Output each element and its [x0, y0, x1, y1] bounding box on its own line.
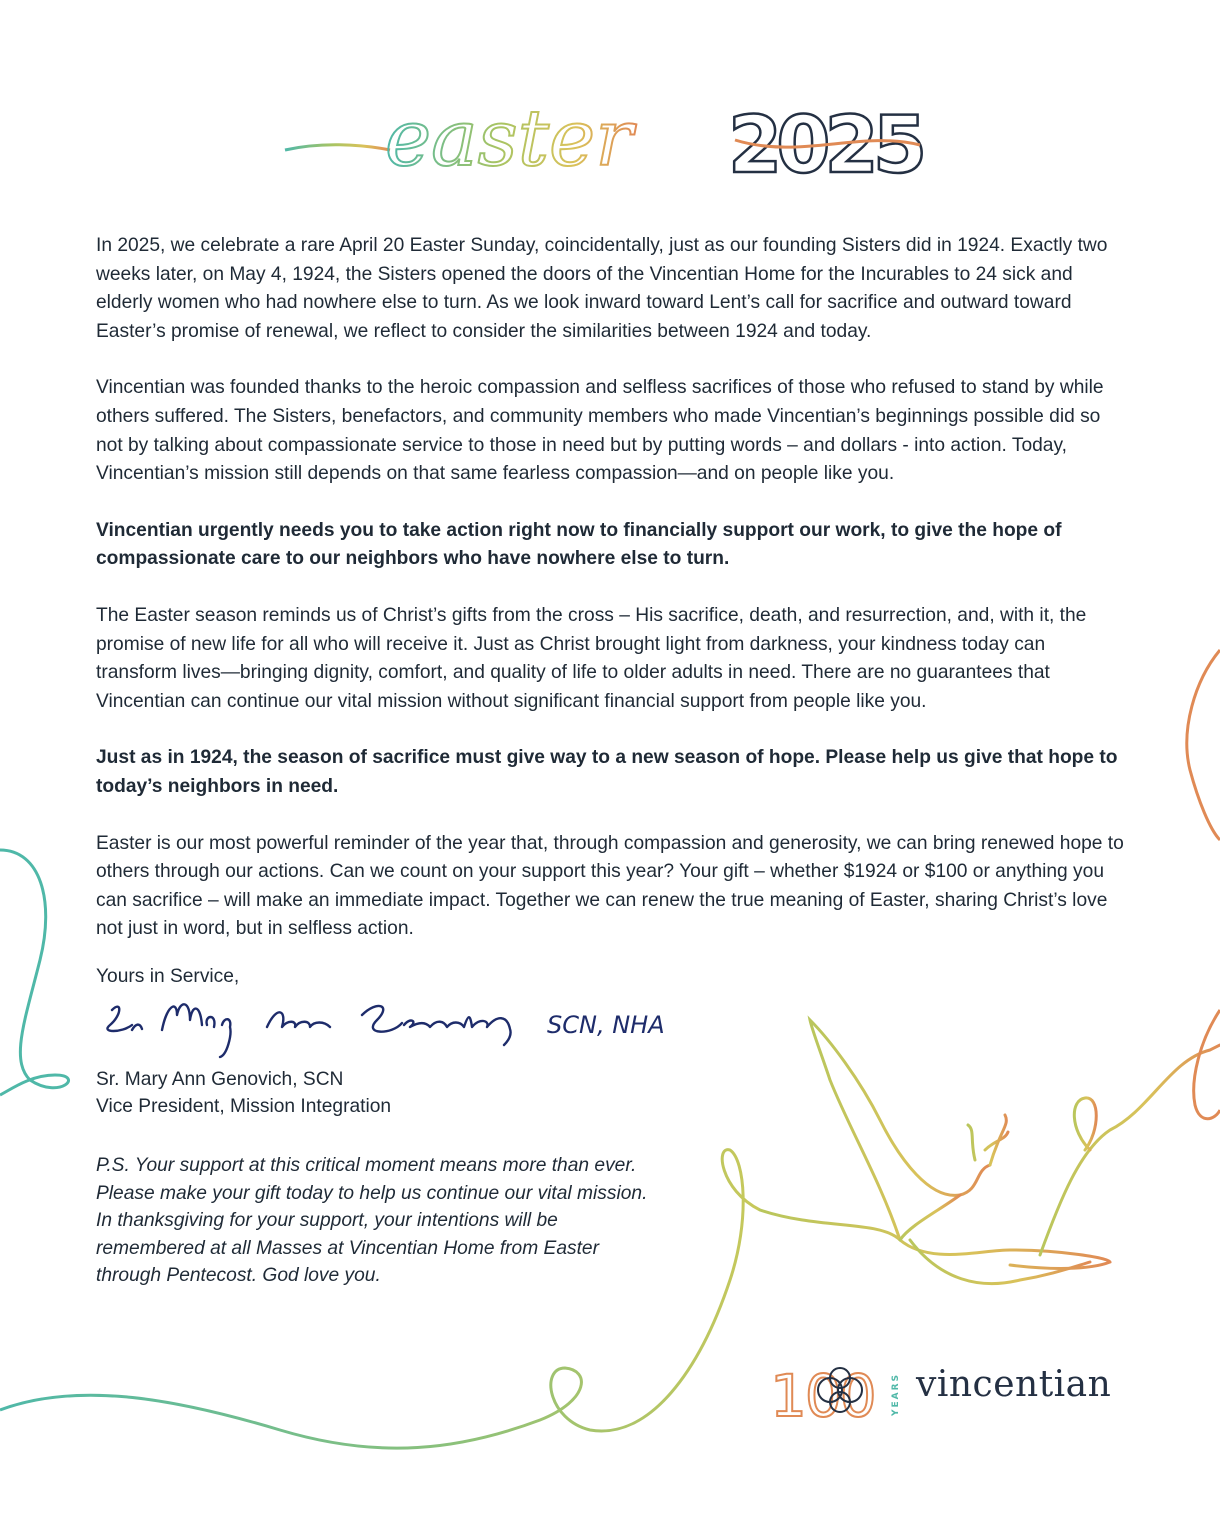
- signer-name: Sr. Mary Ann Genovich, SCN: [96, 1069, 344, 1090]
- paragraph-hope: Just as in 1924, the season of sacrifice must give way to a new season of hope. Please help us give that hope to today’s neighbors in need.: [96, 747, 1118, 797]
- anniversary-label: YEARS: [891, 1372, 901, 1416]
- closing-line: Yours in Service,: [96, 966, 240, 987]
- letter-body: [96, 232, 1126, 972]
- paragraph-reminder: Easter is our most powerful reminder of the year that, through compassion and generosity, we can bring renewed hope to others through our actions. Can we count on your support this year? Your gift – whether $1924 or $100 or anything you can sacrifice – will make an immediate impact. Together we can renew the true meaning of Easter, sharing Christ’s love not just in word, but in selfless action.: [96, 832, 1124, 940]
- logo-lead-line: [285, 145, 390, 150]
- brand-name: vincentian: [916, 1364, 1112, 1405]
- left-swirl-line: [0, 850, 69, 1095]
- signer-block: [96, 1066, 391, 1120]
- paragraph-founding: Vincentian was founded thanks to the heroic compassion and selfless sacrifices of those who refused to stand by while others suffered. The Sisters, benefactors, and community members who made Vincentian’s beginnings possible did so not by talking about compassionate service to those in need but by putting words – and dollars - into action. Today, Vincentian’s mission still depends on that same fearless compassion—and on people like you.: [96, 377, 1104, 485]
- right-edge-loop: [1187, 650, 1220, 840]
- signer-title: Vice President, Mission Integration: [96, 1096, 392, 1117]
- easter-2025-logo: [280, 80, 930, 200]
- logo-year: 2025: [728, 101, 922, 191]
- paragraph-easter-season: The Easter season reminds us of Christ’s gifts from the cross – His sacrifice, death, and resurrection, and, with it, the promise of new life for all who will receive it. Just as Christ brought light from darkness, your kindness today can transform lives—bringing dignity, comfort, and quality of life to older adults in need. There are no guarantees that Vincentian can continue our vital mission without significant financial support from people like you.: [96, 604, 1087, 712]
- logo-easter-script: easter: [385, 94, 633, 184]
- svg-text:SCN, NHA: SCN, NHA: [547, 1011, 665, 1039]
- paragraph-intro: In 2025, we celebrate a rare April 20 Easter Sunday, coincidentally, just as our founding Sisters did in 1924. Exactly two weeks later, on May 4, 1924, the Sisters opened the doors of the Vincentian Home for the Incurables to 24 sick and elderly women who had nowhere else to turn. As we look inward toward Lent’s call for sacrifice and outward toward Easter’s promise of renewal, we reflect to consider the similarities between 1924 and today.: [96, 235, 1108, 342]
- right-edge-curl: [1194, 1010, 1220, 1119]
- paragraph-appeal: Vincentian urgently needs you to take action right now to financially support our work, to give the hope of compassionate care to our neighbors who have nowhere else to turn.: [96, 519, 1062, 570]
- anniversary-number: 100: [770, 1362, 875, 1430]
- handwritten-signature: [92, 985, 692, 1065]
- dove-illustration: [760, 1020, 1220, 1284]
- postscript: P.S. Your support at this critical moment means more than ever. Please make your gift today to help us continue our vital mission. In thanksgiving for your support, your intentions will be remembered at all Masses at Vincentian Home from Easter through Pentecost. God love you.: [96, 1155, 648, 1287]
